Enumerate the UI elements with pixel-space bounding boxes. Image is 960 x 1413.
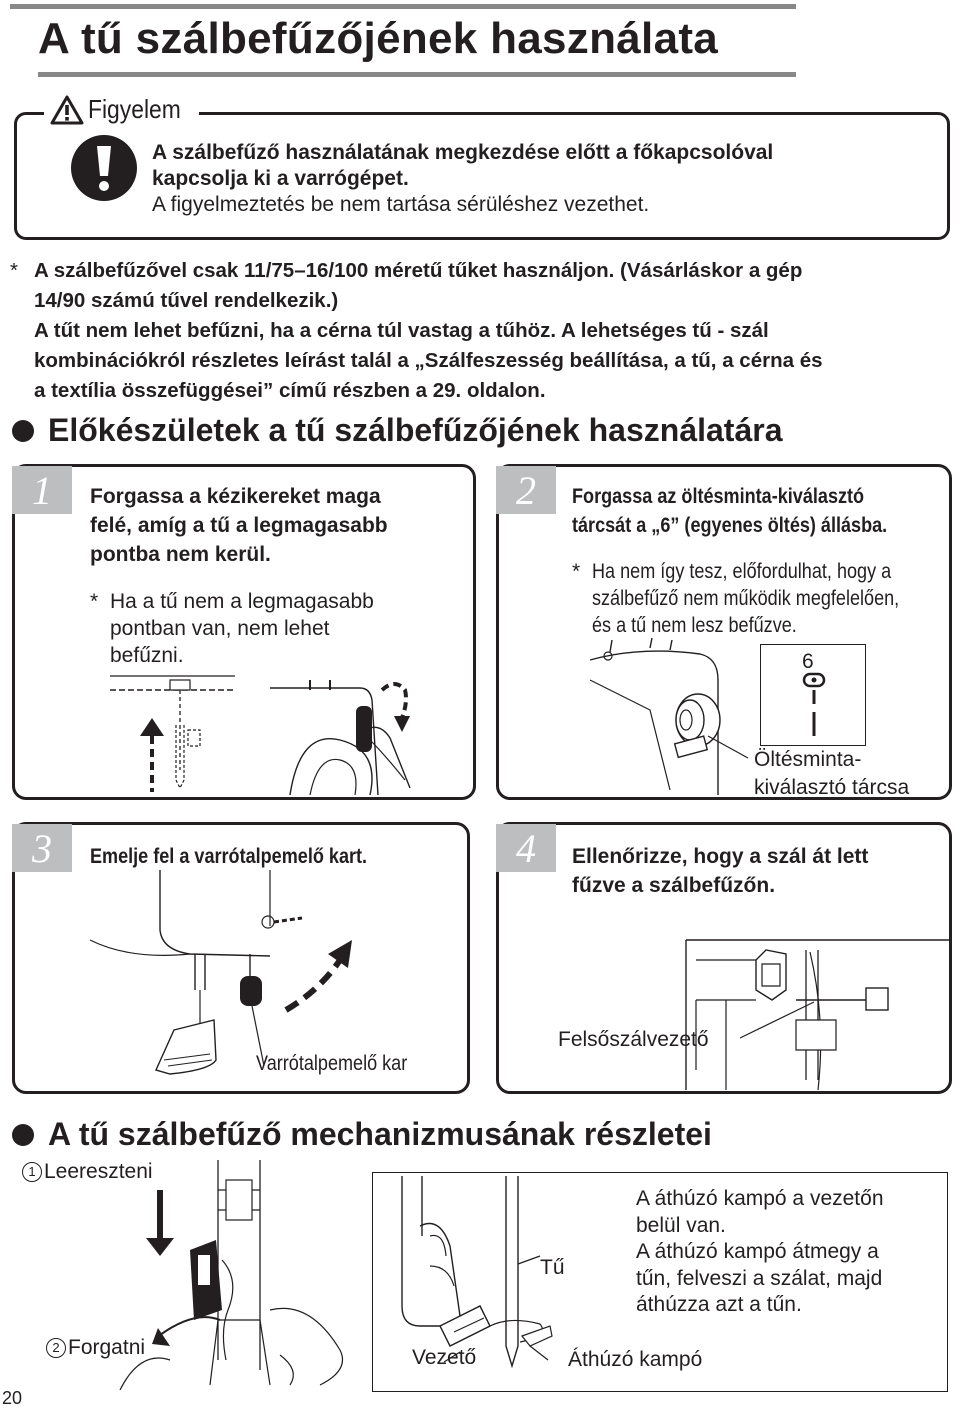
step-1-note-line: pontban van, nem lehet [110,617,330,640]
step-2-line: Forgassa az öltésminta-kiválasztó [572,485,865,508]
circled-number-1: 1 [22,1162,42,1182]
section-title: A tű szálbefűző mechanizmusának részletei [48,1116,712,1152]
page-title: A tű szálbefűzőjének használata [38,14,719,63]
upper-thread-guide-label: Felsőszálvezető [558,1028,709,1051]
step-4-number: 4 [496,824,556,872]
label-hook: Áthúzó kampó [568,1348,703,1371]
step-1-line: pontba nem kerül. [90,543,271,566]
dial-label [754,746,909,802]
label-guide: Vezető [412,1346,477,1369]
desc-line: tűn, felveszi a szálat, majd [636,1266,883,1290]
pattern-dial-illustration [590,640,750,795]
section-title: Előkészületek a tű szálbefűzőjének használatára [48,412,783,448]
step-2-number: 2 [496,466,556,514]
top-rule [10,4,796,9]
needle-note [10,256,950,406]
guide-leader-line [740,1000,820,1040]
desc-line: A áthúzó kampó átmegy a [636,1240,879,1263]
step-1-note [90,588,374,669]
handwheel-illustration [270,670,470,795]
lifter-label [256,1052,432,1076]
step-1-line: Forgassa a kézikereket maga [90,485,381,508]
section-heading-preparation [12,412,783,449]
step-2-note-line: és a tű nem lesz befűzve. [592,614,797,637]
note-line-1: A szálbefűzővel csak 11/75–16/100 méretű tűket használjon. (Vásárláskor a gép [34,259,803,282]
title-rule [38,72,796,77]
warning-line-3: A figyelmeztetés be nem tartása sérüléshez vezethet. [152,193,650,216]
step-2-note-line: Ha nem így tesz, előfordulhat, hogy a [592,560,892,583]
dial-pointer-icon [800,670,830,740]
desc-line: áthúzza azt a tűn. [636,1293,802,1316]
step-2-text [572,482,948,540]
label-rotate-text: Forgatni [68,1336,146,1359]
desc-line: A áthúzó kampó a vezetőn [636,1187,884,1210]
lifter-label-text: Varrótalpemelő kar [256,1052,408,1075]
note-line-4: kombinációkról részletes leírást talál a „Szálfeszesség beállítása, a tű, a cérna és [34,349,823,372]
step-3-line: Emelje fel a varrótalpemelő kart. [90,845,368,868]
desc-line: belül van. [636,1213,726,1237]
label-lower-text: Leereszteni [44,1160,153,1183]
step-1-text [90,482,388,569]
label-needle: Tű [540,1256,565,1279]
step-4-text [572,842,868,900]
warning-line-1: A szálbefűző használatának megkezdése előtt a főkapcsolóval [152,141,774,164]
warning-line-2: kapcsolja ki a varrógépet. [152,167,409,190]
bullet-dot [12,420,34,442]
step-2-note-line: szálbefűző nem működik megfelelően, [592,587,900,610]
circled-number-2: 2 [46,1338,66,1358]
step-1-note-line: Ha a tű nem a legmagasabb [110,590,374,613]
note-line-5: a textília összefüggései” című részben a 29. oldalon. [34,379,546,402]
step-2-line: tárcsát a „6” (egyenes öltés) állásba. [572,514,888,537]
note-line-3: A tűt nem lehet befűzni, ha a cérna túl vastag a tűhöz. A lehetséges tű - szál [34,319,769,342]
warning-label [44,94,199,125]
threader-mechanism-illustration [100,1160,360,1390]
step-2-note-star: * [572,560,581,583]
warning-label-text: Figyelem [88,94,181,124]
step-1-line: felé, amíg a tű a legmagasabb [90,514,388,537]
bullet-dot [12,1124,34,1146]
step-2-note [572,558,949,639]
step-4-line: fűzve a szálbefűzőn. [572,874,776,897]
dial-label-line: Öltésminta- [754,748,862,771]
exclamation-icon [70,134,138,202]
page-number: 20 [2,1388,23,1408]
step-3-number: 3 [12,824,72,872]
dial-value: 6 [802,650,814,673]
warning-triangle-icon [50,95,84,125]
dial-label-line: kiválasztó tárcsa [754,776,910,799]
step-3-text [90,842,412,871]
mechanism-description [636,1186,884,1319]
note-star: * [10,259,18,282]
section-heading-mechanism [12,1116,712,1153]
step-4-line: Ellenőrizze, hogy a szál át lett [572,845,869,868]
needle-up-illustration [100,670,250,795]
step-1-note-star: * [90,590,99,613]
warning-text [152,140,773,218]
step-1-note-line: befűzni. [110,644,184,667]
step-1-number: 1 [12,466,72,514]
note-line-2: 14/90 számú tűvel rendelkezik.) [34,289,339,312]
